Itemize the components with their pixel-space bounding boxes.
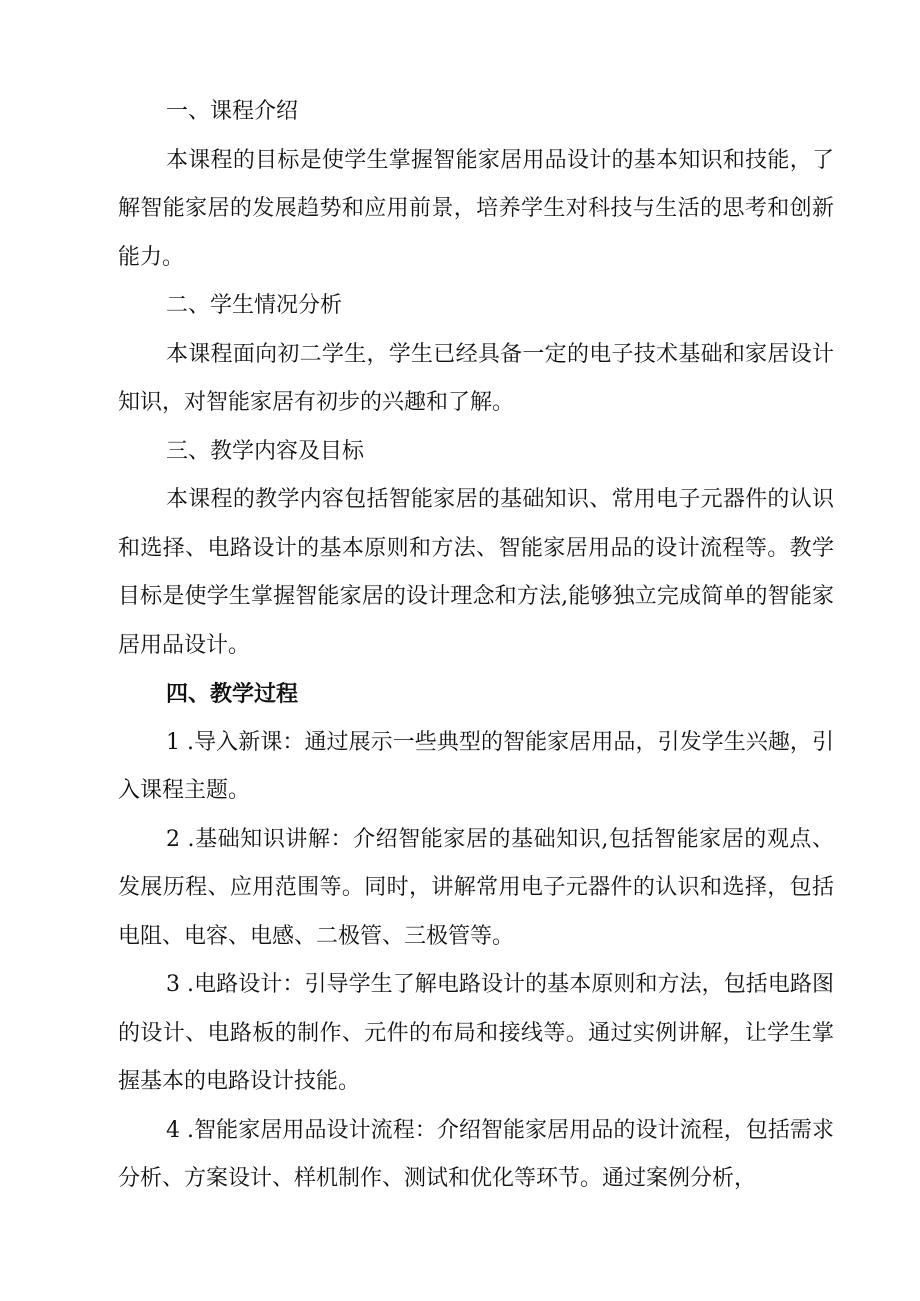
document-body <box>118 88 834 1204</box>
section-2-paragraph: 本课程面向初二学生，学生已经具备一定的电子技术基础和家居设计知识，对智能家居有初步的兴趣和了解。 <box>118 341 834 415</box>
section-4-item-1: 1 .导入新课：通过展示一些典型的智能家居用品，引发学生兴趣，引入课程主题。 <box>118 729 834 803</box>
section-4-heading: 四、教学过程 <box>166 681 299 707</box>
section-4-item-3: 3 .电路设计：引导学生了解电路设计的基本原则和方法，包括电路图的设计、电路板的制作、元件的布局和接线等。通过实例讲解，让学生掌握基本的电路设计技能。 <box>118 972 834 1094</box>
section-4-item-2: 2 .基础知识讲解：介绍智能家居的基础知识,包括智能家居的观点、发展历程、应用范围等。同时，讲解常用电子元器件的认识和选择，包括电阻、电容、电感、二极管、三极管等。 <box>118 826 834 949</box>
section-3-heading: 三、教学内容及目标 <box>166 438 365 464</box>
section-1-paragraph: 本课程的目标是使学生掌握智能家居用品设计的基本知识和技能，了解智能家居的发展趋势和应用前景，培养学生对科技与生活的思考和创新能力。 <box>118 147 834 270</box>
section-3-paragraph: 本课程的教学内容包括智能家居的基础知识、常用电子元器件的认识和选择、电路设计的基本原则和方法、智能家居用品的设计流程等。教学目标是使学生掌握智能家居的设计理念和方法,能够独立完成简单的智能家居用品设计。 <box>118 487 834 658</box>
section-4-item-4: 4 .智能家居用品设计流程：介绍智能家居用品的设计流程，包括需求分析、方案设计、样机制作、测试和优化等环节。通过案例分析， <box>118 1117 834 1191</box>
section-1-heading: 一、课程介绍 <box>166 99 299 124</box>
section-2-heading: 二、学生情况分析 <box>166 293 343 318</box>
